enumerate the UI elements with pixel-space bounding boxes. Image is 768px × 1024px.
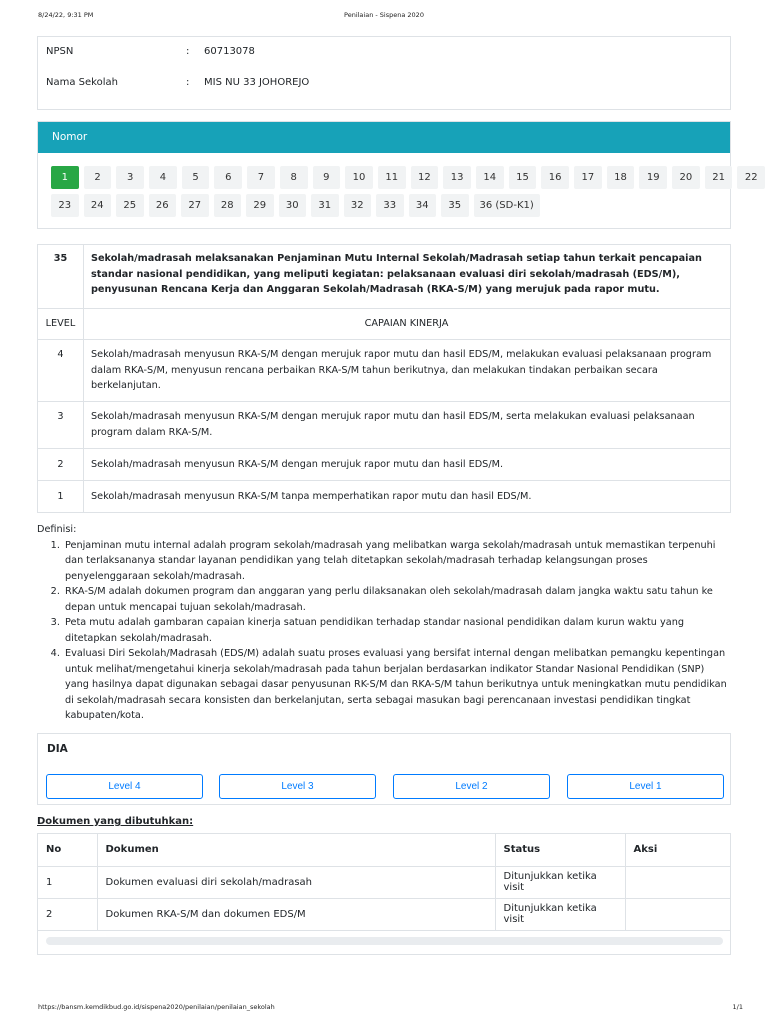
documents-header-row — [38, 834, 730, 866]
npsn-value: 60713078 — [204, 46, 255, 57]
definition-item: 4. Evaluasi Diri Sekolah/Madrasah (EDS/M) adalah suatu proses evaluasi yang bersifat internal dengan melibatkan pemangku kepentingan untuk melihat/mengetahui kinerja sekolah/madrasah pada tahun berjalan berdasarkan indikator Standar Nasional Pendidikan (SNP) yang hasilnya dapat digunakan sebagai dasar penyusunan RK-S/M dan RKA-S/M tahun berikutnya untuk meningkatkan mutu pendidikan di sekolah/madrasah secara konsisten dan berkelanjutan, serta sebagai masukan bagi perencanaan investasi pendidikan tingkat kabupaten/kota. — [63, 646, 731, 724]
table-row — [38, 866, 730, 898]
number-button[interactable]: 6 — [214, 166, 242, 189]
number-button[interactable]: 5 — [182, 166, 210, 189]
definitions-list — [63, 538, 731, 724]
number-button[interactable]: 16 — [541, 166, 569, 189]
documents-title: Dokumen yang dibutuhkan: — [37, 816, 194, 827]
doc-action — [625, 898, 730, 930]
number-button[interactable]: 28 — [214, 194, 242, 217]
level-description: Sekolah/madrasah menyusun RKA-S/M tanpa memperhatikan rapor mutu dan hasil EDS/M. — [84, 481, 731, 513]
number-button[interactable]: 33 — [376, 194, 404, 217]
number-button[interactable]: 8 — [280, 166, 308, 189]
doc-status: Ditunjukkan ketika visit — [495, 866, 625, 898]
dia-card — [37, 733, 731, 805]
number-button[interactable]: 15 — [509, 166, 537, 189]
level-header: LEVEL — [38, 309, 84, 340]
documents-table — [38, 834, 730, 931]
level-row — [38, 481, 731, 513]
number-button[interactable]: 23 — [51, 194, 79, 217]
col-status: Status — [495, 834, 625, 866]
level-4-button[interactable]: Level 4 — [46, 774, 203, 799]
number-button[interactable]: 26 — [149, 194, 177, 217]
number-button[interactable]: 25 — [116, 194, 144, 217]
print-url: https://bansm.kemdikbud.go.id/sispena2020/penilaian/penilaian_sekolah — [38, 1003, 275, 1011]
table-row — [38, 898, 730, 930]
level-row — [38, 449, 731, 481]
number-button[interactable]: 32 — [344, 194, 372, 217]
doc-name: Dokumen evaluasi diri sekolah/madrasah — [97, 866, 495, 898]
number-button[interactable]: 14 — [476, 166, 504, 189]
number-button[interactable]: 21 — [705, 166, 733, 189]
criterion-statement-row — [38, 245, 731, 309]
level-3-button[interactable]: Level 3 — [219, 774, 376, 799]
doc-name: Dokumen RKA-S/M dan dokumen EDS/M — [97, 898, 495, 930]
number-button[interactable]: 9 — [313, 166, 341, 189]
print-title: Penilaian - Sispena 2020 — [344, 11, 424, 19]
nomor-header: Nomor — [38, 122, 730, 153]
definitions-title: Definisi: — [37, 524, 77, 535]
number-button[interactable]: 13 — [443, 166, 471, 189]
npsn-label: NPSN — [46, 46, 74, 57]
number-button[interactable]: 19 — [639, 166, 667, 189]
col-aksi: Aksi — [625, 834, 730, 866]
number-button[interactable]: 7 — [247, 166, 275, 189]
level-row — [38, 402, 731, 449]
number-button[interactable]: 4 — [149, 166, 177, 189]
number-button[interactable]: 11 — [378, 166, 406, 189]
number-button[interactable]: 30 — [279, 194, 307, 217]
capaian-header: CAPAIAN KINERJA — [84, 309, 731, 340]
level-number: 3 — [38, 402, 84, 449]
number-button[interactable]: 20 — [672, 166, 700, 189]
school-info-card — [37, 36, 731, 110]
doc-no: 1 — [38, 866, 97, 898]
number-button[interactable]: 22 — [737, 166, 765, 189]
print-page: 1/1 — [732, 1003, 743, 1011]
criterion-header-row — [38, 309, 731, 340]
print-datetime: 8/24/22, 9:31 PM — [38, 11, 94, 19]
doc-action — [625, 866, 730, 898]
number-button[interactable]: 17 — [574, 166, 602, 189]
col-no: No — [38, 834, 97, 866]
number-button[interactable]: 34 — [409, 194, 437, 217]
level-description: Sekolah/madrasah menyusun RKA-S/M dengan merujuk rapor mutu dan hasil EDS/M, melakukan evaluasi pelaksanaan program dalam RKA-S/M, menyusun rencana perbaikan RKA-S/M tahun berikutnya, dan melakukan tindakan perbaikan secara berkelanjutan. — [84, 340, 731, 402]
number-button[interactable]: 27 — [181, 194, 209, 217]
school-name-label: Nama Sekolah — [46, 77, 118, 88]
col-dokumen: Dokumen — [97, 834, 495, 866]
definitions — [37, 522, 731, 724]
level-row — [38, 340, 731, 402]
level-2-button[interactable]: Level 2 — [393, 774, 550, 799]
criterion-number: 35 — [38, 245, 84, 309]
print-header — [0, 11, 768, 23]
level-description: Sekolah/madrasah menyusun RKA-S/M dengan merujuk rapor mutu dan hasil EDS/M, serta melakukan evaluasi pelaksanaan program dalam RKA-S/M. — [84, 402, 731, 449]
level-number: 4 — [38, 340, 84, 402]
level-number: 2 — [38, 449, 84, 481]
doc-status: Ditunjukkan ketika visit — [495, 898, 625, 930]
number-button[interactable]: 24 — [84, 194, 112, 217]
nomor-card — [37, 121, 758, 229]
number-grid — [51, 166, 758, 222]
level-description: Sekolah/madrasah menyusun RKA-S/M dengan merujuk rapor mutu dan hasil EDS/M. — [84, 449, 731, 481]
npsn-colon: : — [186, 46, 190, 57]
definition-item: 1. Penjaminan mutu internal adalah program sekolah/madrasah yang melibatkan warga sekolah/madrasah untuk memastikan terpenuhi dan terlaksananya standar layanan pendidikan yang telah ditetapkan sekolah/madrasah terhadap kelangsungan proses penyelenggaraan sekolah/madrasah. — [63, 538, 731, 585]
definition-item: 2. RKA-S/M adalah dokumen program dan anggaran yang perlu dilaksanakan oleh sekolah/madrasah dalam jangka waktu satu tahun ke depan untuk mencapai tujuan sekolah/madrasah. — [63, 584, 731, 615]
number-button[interactable]: 10 — [345, 166, 373, 189]
doc-no: 2 — [38, 898, 97, 930]
documents-table-card — [37, 833, 731, 955]
number-button[interactable]: 35 — [441, 194, 469, 217]
number-button[interactable]: 18 — [607, 166, 635, 189]
level-number: 1 — [38, 481, 84, 513]
horizontal-scrollbar[interactable] — [46, 937, 723, 945]
number-row-2 — [51, 194, 731, 217]
number-button[interactable]: 36 (SD-K1) — [474, 194, 540, 217]
number-button[interactable]: 1 — [51, 166, 79, 189]
number-button[interactable]: 29 — [246, 194, 274, 217]
number-button[interactable]: 12 — [411, 166, 439, 189]
criterion-statement: Sekolah/madrasah melaksanakan Penjaminan Mutu Internal Sekolah/Madrasah setiap tahun terkait pencapaian standar nasional pendidikan, yang meliputi kegiatan: pelaksanaan evaluasi diri sekolah/madrasah (EDS/M), penyusunan Rencana Kerja dan Anggaran Sekolah/Madrasah (RKA-S/M) yang merujuk pada rapor mutu. — [84, 245, 731, 309]
school-name-value: MIS NU 33 JOHOREJO — [204, 77, 310, 88]
number-button[interactable]: 3 — [116, 166, 144, 189]
number-button[interactable]: 31 — [311, 194, 339, 217]
school-name-colon: : — [186, 77, 190, 88]
number-row-1 — [51, 166, 758, 189]
level-1-button[interactable]: Level 1 — [567, 774, 724, 799]
number-button[interactable]: 2 — [84, 166, 112, 189]
dia-title: DIA — [47, 743, 68, 755]
definition-item: 3. Peta mutu adalah gambaran capaian kinerja satuan pendidikan terhadap standar nasional pendidikan dalam kurun waktu yang ditetapkan sekolah/madrasah. — [63, 615, 731, 646]
criterion-table — [37, 244, 731, 513]
